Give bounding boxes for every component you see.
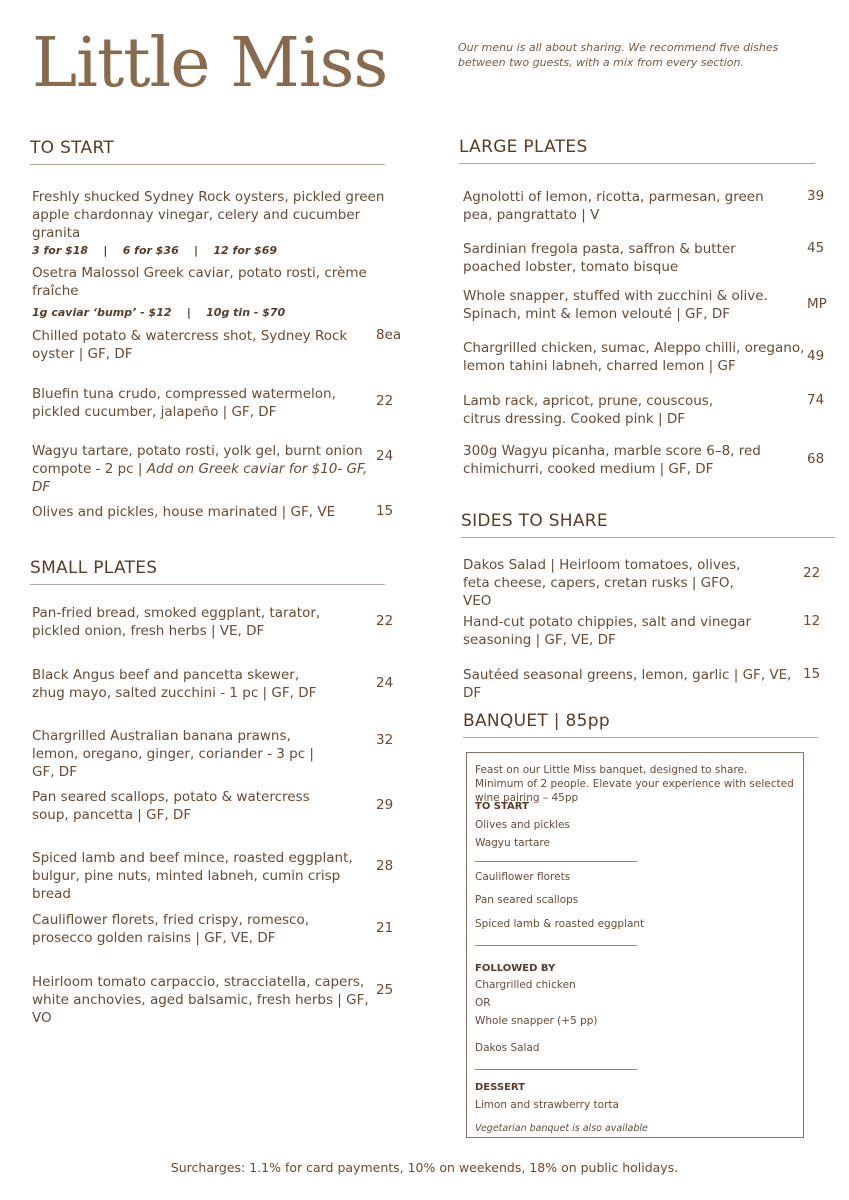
item-desc: Wagyu tartare, potato rosti, yolk gel, burnt onion compote - 2 pc | [32, 443, 363, 477]
menu-item: Dakos Salad | Heirloom tomatoes, olives, feta cheese, capers, cretan rusks | GFO, VEO [463, 557, 741, 609]
banquet-divider [475, 945, 637, 946]
item-price: 32 [376, 732, 394, 748]
menu-item: Chilled potato & watercress shot, Sydney Rock oyster | GF, DF [32, 328, 348, 362]
item-price: 22 [376, 613, 394, 629]
menu-item: Whole snapper, stuffed with zucchini & olive. Spinach, mint & lemon velouté | GF, DF [463, 288, 768, 322]
menu-item: Lamb rack, apricot, prune, couscous, citrus dressing. Cooked pink | DF [463, 393, 714, 427]
banquet-followed-label: FOLLOWED BY [475, 963, 556, 974]
menu-item: Hand-cut potato chippies, salt and vinegar seasoning | GF, VE, DF [463, 614, 752, 648]
menu-item: Pan seared scallops, potato & watercress soup, pancetta | GF, DF [32, 789, 310, 823]
banquet-dish: Pan seared scallops [475, 894, 579, 906]
banquet-dish: Wagyu tartare [475, 837, 550, 849]
banquet-heading: BANQUET | 85pp [463, 711, 818, 738]
item-price: 74 [807, 392, 825, 408]
menu-item: Bluefin tuna crudo, compressed watermelon, pickled cucumber, jalapeño | GF, DF [32, 386, 336, 420]
item-addon: Add on Greek caviar for $10- GF, DF [32, 461, 368, 495]
item-price: 24 [376, 448, 394, 464]
menu-item: Sautéed seasonal greens, lemon, garlic | GF, VE, DF [463, 667, 792, 701]
menu-item: Chargrilled Australian banana prawns, lemon, oregano, ginger, coriander - 3 pc | GF, DF [32, 728, 314, 780]
banquet-to-start-label: TO START [475, 801, 529, 812]
item-price: 29 [376, 797, 394, 813]
menu-item [32, 442, 402, 496]
banquet-box [466, 752, 804, 1138]
item-price: 45 [807, 240, 825, 256]
banquet-dish: Chargrilled chicken [475, 979, 576, 991]
banquet-dish: Whole snapper (+5 pp) [475, 1015, 598, 1027]
menu-item: Heirloom tomato carpaccio, stracciatella, capers, white anchovies, aged balsamic, fresh herbs | GF, VO [32, 974, 369, 1026]
item-price: 22 [376, 393, 394, 409]
to-start-heading: TO START [30, 138, 385, 165]
banquet-dish: Olives and pickles [475, 819, 570, 831]
menu-item: 300g Wagyu picanha, marble score 6–8, red chimichurri, cooked medium | GF, DF [463, 443, 761, 477]
menu-item: Olives and pickles, house marinated | GF, VE [32, 504, 336, 520]
menu-item: Pan-fried bread, smoked eggplant, tarator, pickled onion, fresh herbs | VE, DF [32, 605, 321, 639]
restaurant-title: Little Miss [32, 24, 388, 103]
menu-item: Cauliflower florets, fried crispy, romesco, prosecco golden raisins | GF, VE, DF [32, 912, 310, 946]
banquet-dish: Limon and strawberry torta [475, 1099, 619, 1111]
item-price: MP [807, 296, 827, 312]
item-price: 8ea [376, 327, 402, 343]
item-price: 25 [376, 982, 394, 998]
item-price: 49 [807, 348, 825, 364]
menu-item: Sardinian fregola pasta, saffron & butter poached lobster, tomato bisque [463, 241, 736, 275]
menu-item: Spiced lamb and beef mince, roasted eggplant, bulgur, pine nuts, minted labneh, cumin crisp bread [32, 850, 353, 902]
item-price: 39 [807, 188, 825, 204]
menu-intro: Our menu is all about sharing. We recommend five dishes between two guests, with a mix from every section. [458, 41, 779, 69]
banquet-divider [475, 861, 637, 862]
banquet-divider [475, 1069, 637, 1070]
banquet-dish: Dakos Salad [475, 1042, 540, 1054]
item-price: 24 [376, 675, 394, 691]
menu-item: Chargrilled chicken, sumac, Aleppo chilli, oregano, lemon tahini labneh, charred lemon | GF [463, 340, 805, 374]
banquet-or: OR [475, 997, 491, 1009]
item-price: 22 [803, 565, 821, 581]
banquet-note: Vegetarian banquet is also available [475, 1123, 648, 1134]
item-price: 12 [803, 613, 821, 629]
menu-item: Osetra Malossol Greek caviar, potato rosti, crème fraîche 1g caviar ‘bump’ - $12 | 10g tin - $70 [32, 264, 402, 319]
small-plates-heading: SMALL PLATES [30, 558, 385, 585]
large-plates-heading: LARGE PLATES [459, 137, 815, 164]
item-pricing: 3 for $18 | 6 for $36 | 12 for $69 [32, 244, 278, 257]
item-pricing: 1g caviar ‘bump’ - $12 | 10g tin - $70 [32, 306, 286, 319]
banquet-dessert-label: DESSERT [475, 1082, 525, 1093]
item-price: 21 [376, 920, 394, 936]
menu-item: Agnolotti of lemon, ricotta, parmesan, green pea, pangrattato | V [463, 189, 764, 223]
menu-item: Black Angus beef and pancetta skewer, zhug mayo, salted zucchini - 1 pc | GF, DF [32, 667, 317, 701]
item-price: 28 [376, 858, 394, 874]
menu-item: Freshly shucked Sydney Rock oysters, pickled green apple chardonnay vinegar, celery and cucumber granita 3 for $18 | 6 for $36 | 12 for $69 [32, 188, 402, 257]
item-price: 15 [803, 666, 821, 682]
item-price: 15 [376, 503, 394, 519]
banquet-dish: Spiced lamb & roasted eggplant [475, 918, 645, 930]
banquet-dish: Cauliflower florets [475, 871, 571, 883]
banquet-intro: Feast on our Little Miss banquet, designed to share. Minimum of 2 people. Elevate your experience with selected wine pairing – 45pp [475, 764, 794, 804]
surcharges-footer: Surcharges: 1.1% for card payments, 10% on weekends, 18% on public holidays. [170, 1160, 679, 1175]
item-price: 68 [807, 451, 825, 467]
sides-heading: SIDES TO SHARE [461, 511, 835, 538]
